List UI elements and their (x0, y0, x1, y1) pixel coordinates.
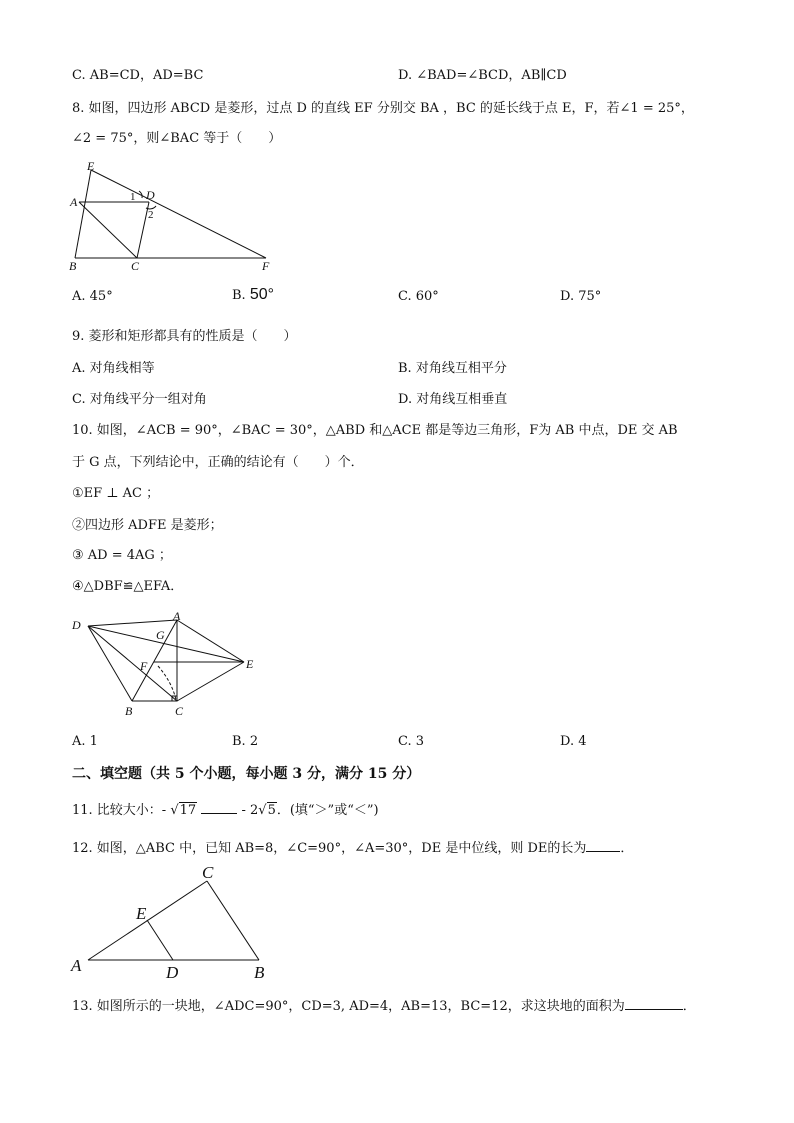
q8-angle-1: 1 (130, 191, 136, 203)
q8-option-b: B. 50° (232, 286, 275, 303)
q10-label-g: G (156, 628, 165, 642)
q10-option-b: B. 2 (232, 734, 259, 749)
q13-answer-blank (625, 996, 683, 1010)
q10-option-a: A. 1 (72, 734, 98, 749)
q10-stem-line2: 于 G 点，下列结论中，正确的结论有（ ）个． (72, 455, 364, 470)
q10-label-b: B (125, 704, 133, 718)
q8-label-d: D (146, 188, 155, 202)
q9-option-c: C. 对角线平分一组对角 (72, 392, 207, 407)
q8-stem-line2: ∠2 = 75°，则∠BAC 等于（ ） (72, 131, 282, 146)
q8-label-a: A (70, 195, 78, 209)
q8-option-c: C. 60° (398, 289, 439, 304)
q10-conclusion-4: ④△DBF≌△EFA． (72, 579, 184, 594)
q10-figure (66, 606, 266, 721)
q7-option-d: D. ∠BAD=∠BCD，AB∥CD (398, 68, 567, 83)
q12-label-b: B (254, 963, 265, 982)
q12-stem: 12. 如图，△ABC 中，已知 AB=8，∠C=90°，∠A=30°，DE 是中位线，则 DE的长为 ． (72, 838, 633, 858)
q12-label-d: D (166, 963, 179, 982)
q10-stem-line1: 10. 如图，∠ACB = 90°，∠BAC = 30°，△ABD 和△ACE 都是等边三角形，F为 AB 中点，DE 交 AB (72, 423, 678, 438)
q10-label-c: C (175, 704, 184, 718)
q8-angle-2: 2 (148, 209, 154, 221)
q11-answer-blank (201, 800, 237, 814)
q7-option-c: C. AB=CD，AD=BC (72, 68, 204, 83)
section-2-heading: 二、填空题（共 5 个小题，每小题 3 分，满分 15 分） (72, 766, 421, 782)
q10-option-d: D. 4 (560, 734, 587, 749)
q10-label-a: A (173, 609, 181, 623)
q8-label-c: C (131, 259, 140, 273)
q13-stem: 13. 如图所示的一块地，∠ADC=90°，CD=3, AD=4，AB=13，BC=12，求这块地的面积为 ． (72, 996, 696, 1016)
q12-figure (66, 862, 286, 984)
q8-label-e: E (87, 159, 95, 173)
q9-option-a: A. 对角线相等 (72, 361, 155, 376)
q10-conclusion-1: ①EF ⊥ AC ； (72, 486, 160, 501)
q9-option-d: D. 对角线互相垂直 (398, 392, 508, 407)
q11-radicand-2: 5 (267, 803, 276, 818)
q12-label-c: C (202, 863, 214, 882)
q8-figure (60, 158, 290, 276)
q12-answer-blank (586, 838, 620, 852)
q8-option-a: A. 45° (72, 289, 113, 304)
q10-conclusion-2: ②四边形 ADFE 是菱形； (72, 518, 223, 533)
q10-label-e: E (246, 657, 254, 671)
q11-stem: 11. 比较大小：- √17 - 2√5．(填“＞”或“＜”) (72, 800, 379, 820)
q11-radicand-1: 17 (179, 803, 197, 818)
q12-label-a: A (71, 956, 82, 975)
q8-option-d: D. 75° (560, 289, 602, 304)
q10-label-d: D (72, 618, 81, 632)
q8-label-b: B (69, 259, 77, 273)
q12-label-e: E (136, 904, 147, 923)
q8-label-f: F (262, 259, 270, 273)
q10-option-c: C. 3 (398, 734, 425, 749)
q9-stem: 9. 菱形和矩形都具有的性质是（ ） (72, 329, 297, 344)
q10-label-f: F (140, 659, 148, 673)
q10-conclusion-3: ③ AD = 4AG ； (72, 548, 172, 563)
q9-option-b: B. 对角线互相平分 (398, 361, 507, 376)
q8-stem-line1: 8. 如图，四边形 ABCD 是菱形，过点 D 的直线 EF 分别交 BA ，BC 的延长线于点 E，F，若∠1 = 25°， (72, 101, 694, 116)
